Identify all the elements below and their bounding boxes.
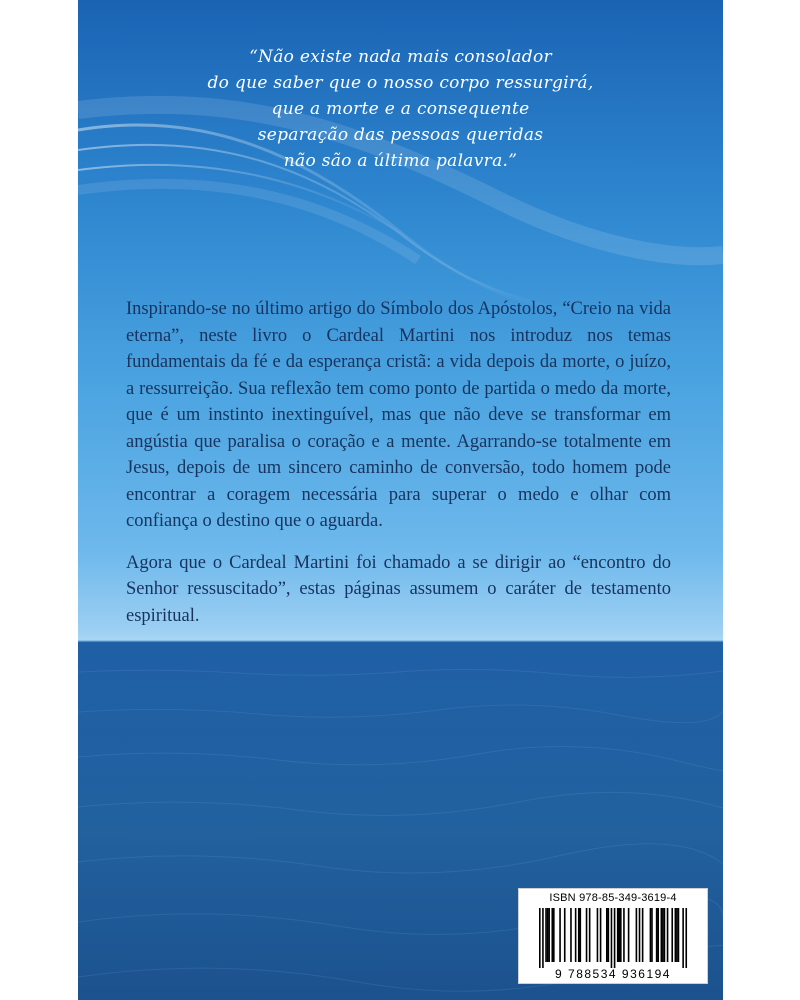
quote-line: não são a última palavra.”	[283, 151, 518, 171]
barcode-bar	[667, 908, 669, 962]
barcode-bar	[570, 908, 572, 962]
barcode-bar	[657, 908, 659, 962]
barcode-bar	[578, 908, 580, 962]
barcode-bar	[551, 908, 553, 962]
barcode-bar	[628, 908, 630, 962]
quote-line: que a morte e a consequente	[271, 99, 530, 119]
barcode-bar	[618, 908, 620, 962]
barcode-bars	[525, 908, 701, 968]
quote-line: do que saber que o nosso corpo ressurgirá,	[207, 73, 594, 93]
barcode-bar	[589, 908, 591, 962]
barcode-bar	[678, 908, 680, 962]
barcode-bar	[662, 908, 664, 962]
barcode-bar	[651, 908, 653, 962]
barcode-bar	[545, 908, 547, 962]
barcode-bar	[608, 908, 610, 962]
barcode-bar	[548, 908, 550, 962]
barcode-bar	[614, 908, 616, 968]
barcode-bar	[623, 908, 625, 962]
barcode-bar	[597, 908, 599, 962]
barcode-bar	[586, 908, 588, 962]
barcode-bar	[553, 908, 555, 962]
barcode-bar	[606, 908, 608, 962]
barcode-bar	[580, 908, 582, 962]
barcode-bar	[685, 908, 687, 968]
barcode-bar	[620, 908, 622, 962]
book-description	[126, 296, 671, 644]
barcode-bar	[559, 908, 561, 962]
barcode-bar	[539, 908, 541, 968]
barcode-bar	[650, 908, 652, 962]
barcode-bar	[656, 908, 658, 962]
barcode-bar	[636, 908, 638, 962]
quote-line: separação das pessoas queridas	[257, 125, 544, 145]
back-cover	[78, 0, 723, 1000]
barcode-bar	[661, 908, 663, 962]
cover-quote	[78, 44, 723, 174]
quote-line: “Não existe nada mais consolador	[249, 47, 552, 67]
isbn-label: ISBN 978-85-349-3619-4	[549, 892, 677, 904]
barcode-bar	[682, 908, 684, 968]
description-paragraph: Inspirando-se no último artigo do Símbolo dos Apóstolos, “Creio na vida eterna”, neste livro o Cardeal Martini nos introduz nos temas fundamentais da fé e da esperança cristã: a vida depois da morte, o juízo, a ressurreição. Sua reflexão tem como ponto de partida o medo da morte, que é um instinto inextinguível, mas que não deve se transformar em angústia que paralisa o coração e a mente. Agarrando-se totalmente em Jesus, depois de um sincero caminho de conversão, todo homem pode encontrar a coragem necessária para superar o medo e olhar com confiança o destino que o aguarda.	[126, 299, 671, 531]
barcode-bar	[611, 908, 613, 968]
barcode-bar	[676, 908, 678, 962]
isbn-barcode	[518, 888, 708, 984]
barcode-bar	[564, 908, 566, 962]
barcode-bar	[575, 908, 577, 962]
barcode-bar	[664, 908, 666, 962]
ean-digits: 9 788534 936194	[555, 967, 671, 981]
barcode-bar	[542, 908, 544, 968]
barcode-bar	[547, 908, 549, 962]
barcode-bar	[617, 908, 619, 962]
barcode-bar	[600, 908, 602, 962]
barcode-bar	[675, 908, 677, 962]
description-paragraph: Agora que o Cardeal Martini foi chamado a se dirigir ao “encontro do Senhor ressuscitado”, estas páginas assumem o caráter de testamento espiritual.	[126, 552, 671, 626]
barcode-bar	[642, 908, 644, 962]
barcode-bar	[671, 908, 673, 962]
barcode-bar	[639, 908, 641, 962]
